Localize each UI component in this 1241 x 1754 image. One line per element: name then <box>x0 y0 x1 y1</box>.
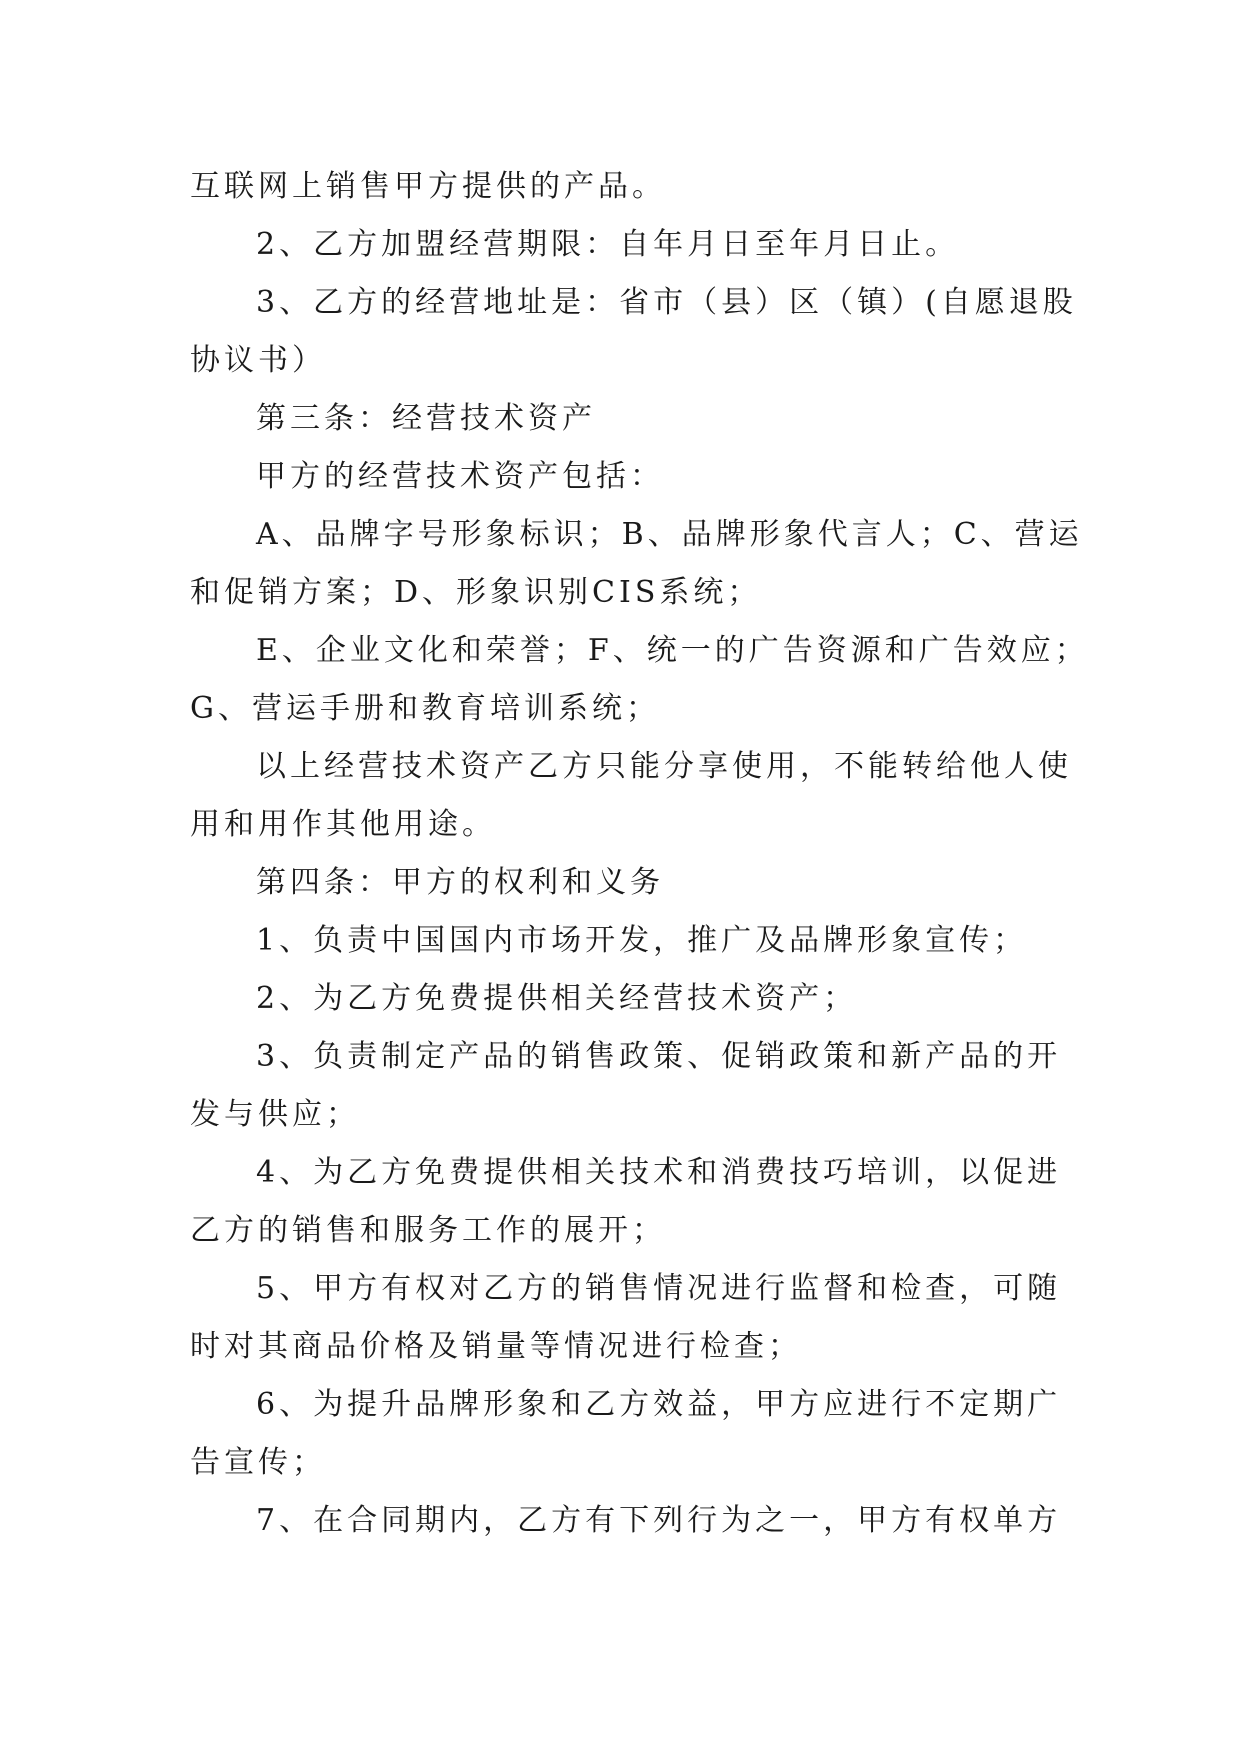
text-line: 协议书） <box>190 343 326 378</box>
text-line: 2、乙方加盟经营期限：自年月日至年月日止。 <box>256 227 960 262</box>
text-line: G、营运手册和教育培训系统； <box>190 691 660 726</box>
text-line: 和促销方案；D、形象识别CIS系统； <box>190 575 762 610</box>
text-line: 甲方的经营技术资产包括： <box>256 459 664 494</box>
text-line: 2、为乙方免费提供相关经营技术资产； <box>256 981 858 1016</box>
text-line: 互联网上销售甲方提供的产品。 <box>190 169 666 204</box>
text-line: 告宣传； <box>190 1445 326 1480</box>
section-heading: 第三条：经营技术资产 <box>256 401 596 436</box>
text-line: 时对其商品价格及销量等情况进行检查； <box>190 1329 802 1364</box>
document-body <box>190 158 1089 1550</box>
text-line: 5、甲方有权对乙方的销售情况进行监督和检查，可随 <box>256 1271 1062 1306</box>
section-heading: 第四条：甲方的权利和义务 <box>256 865 664 900</box>
text-line: 7、在合同期内，乙方有下列行为之一，甲方有权单方 <box>256 1503 1062 1538</box>
text-line: 以上经营技术资产乙方只能分享使用，不能转给他人使 <box>256 749 1072 784</box>
text-line: 6、为提升品牌形象和乙方效益，甲方应进行不定期广 <box>256 1387 1062 1422</box>
text-line: 3、负责制定产品的销售政策、促销政策和新产品的开 <box>256 1039 1062 1074</box>
text-line: 1、负责中国国内市场开发，推广及品牌形象宣传； <box>256 923 1028 958</box>
text-line: 3、乙方的经营地址是：省市（县）区（镇）(自愿退股 <box>256 285 1077 320</box>
text-line: 4、为乙方免费提供相关技术和消费技巧培训，以促进 <box>256 1155 1062 1190</box>
text-line: 发与供应； <box>190 1097 360 1132</box>
text-line: 乙方的销售和服务工作的展开； <box>190 1213 666 1248</box>
text-line: 用和用作其他用途。 <box>190 807 496 842</box>
text-line: E、企业文化和荣誉；F、统一的广告资源和广告效应； <box>256 633 1089 668</box>
text-line: A、品牌字号形象标识；B、品牌形象代言人；C、营运 <box>256 517 1083 552</box>
